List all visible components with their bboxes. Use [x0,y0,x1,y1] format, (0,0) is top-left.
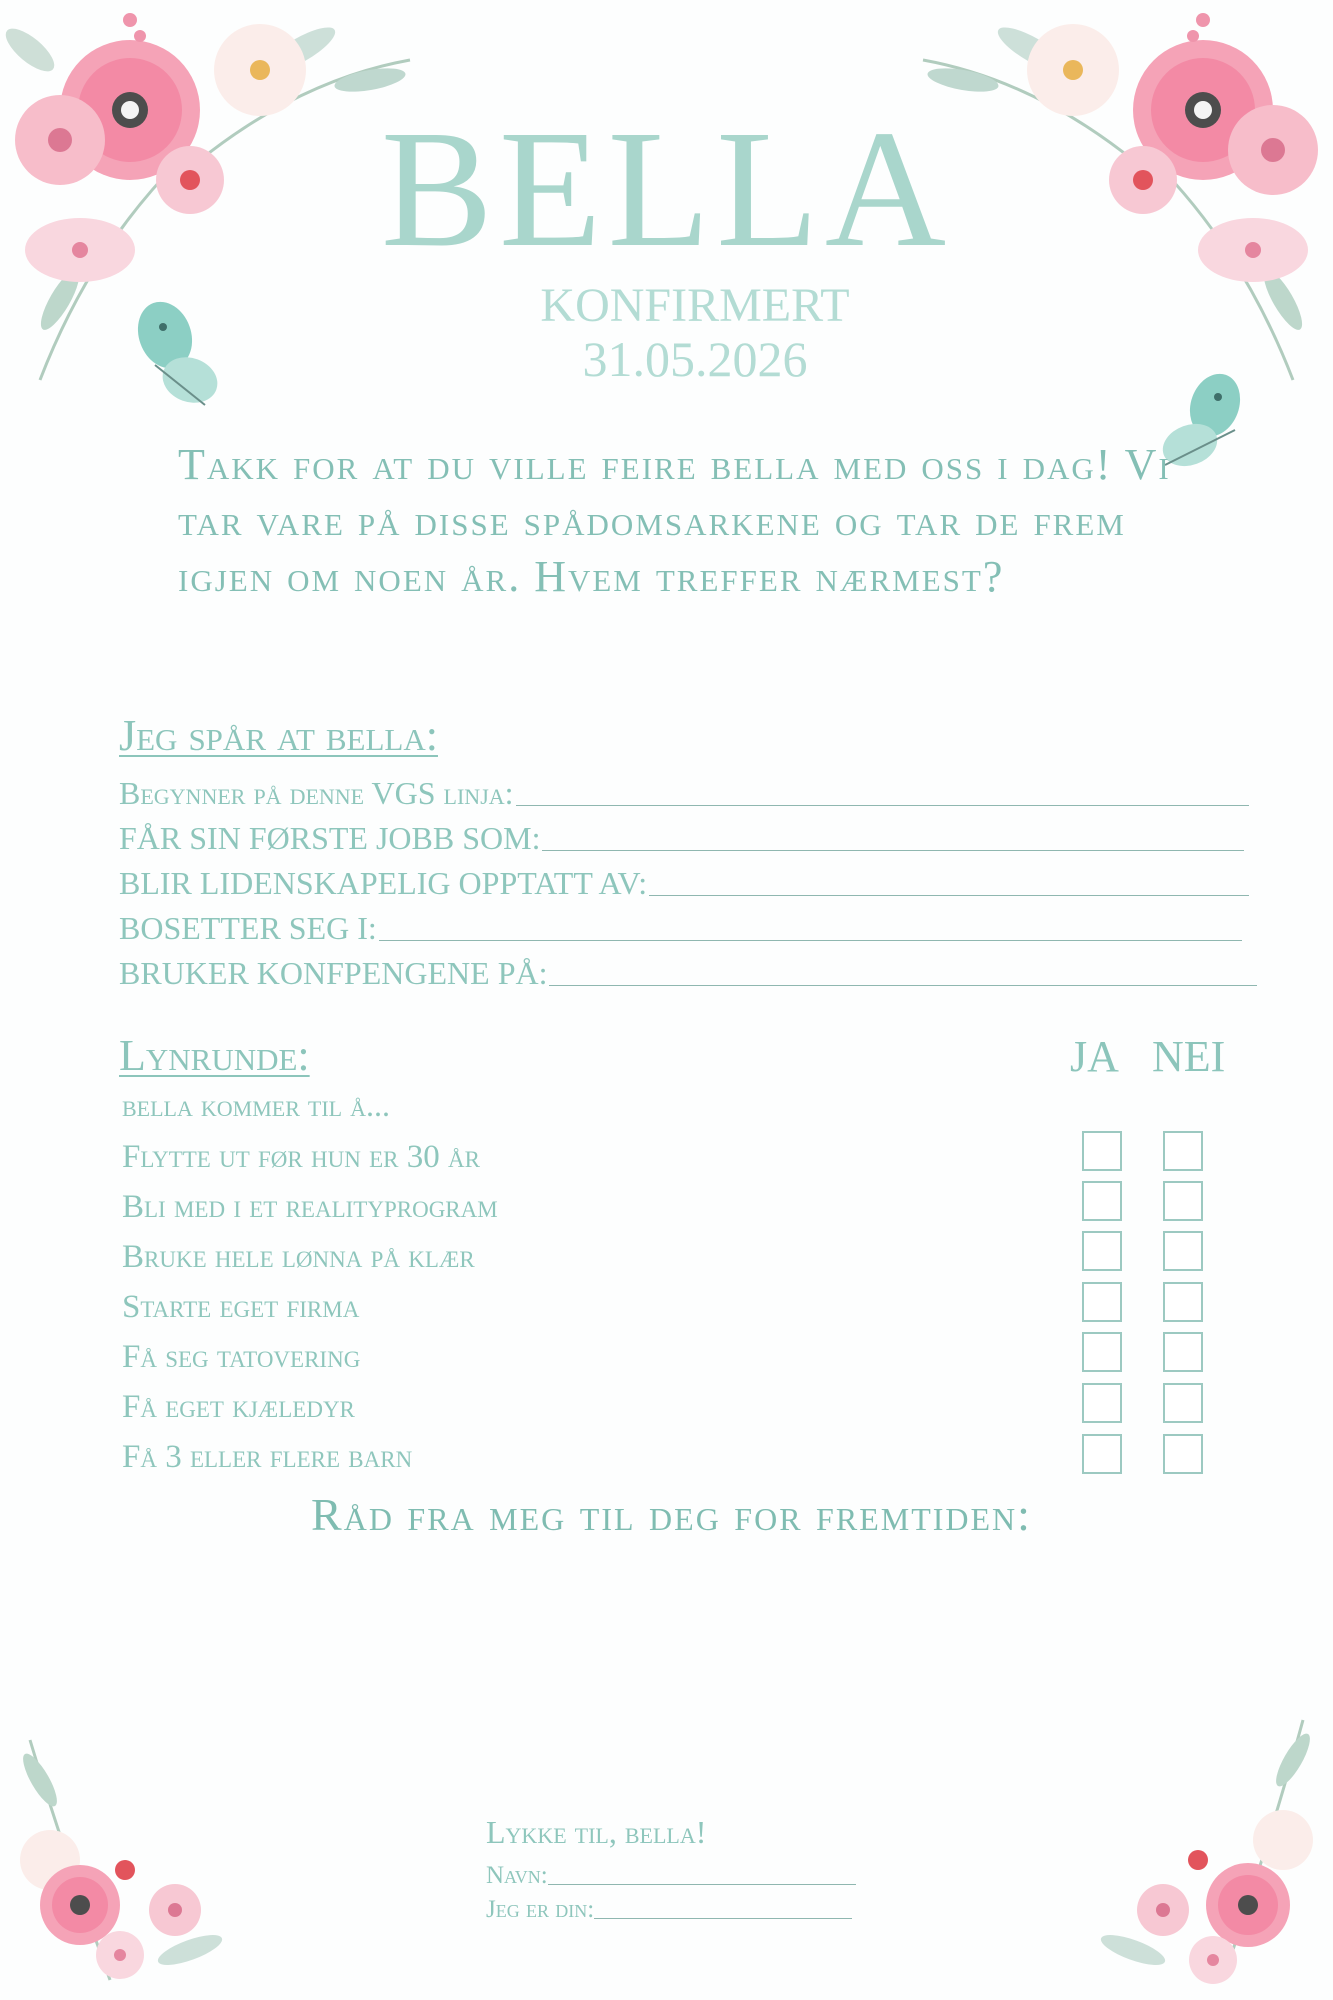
relation-label: Jeg er din: [486,1896,595,1923]
quick-question: Få eget kjæledyr [122,1389,355,1425]
prediction-row [119,817,1244,857]
no-column-header: NEI [1152,1032,1226,1081]
relation-field [486,1894,852,1924]
yes-checkbox[interactable] [1082,1282,1122,1322]
quick-question: Bruke hele lønna på klær [122,1239,475,1275]
relation-answer-line[interactable] [594,1918,852,1919]
predictions-heading: Jeg spår at bella: [119,711,438,760]
yes-checkbox[interactable] [1082,1131,1122,1171]
prediction-answer-line[interactable] [516,804,1249,806]
yes-checkbox[interactable] [1082,1383,1122,1423]
prediction-label: BLIR LIDENSKAPELIG OPPTATT AV: [119,865,648,901]
quick-question: Få seg tatovering [122,1339,361,1375]
quick-question: Få 3 eller flere barn [122,1439,413,1475]
prediction-row [119,907,1242,947]
no-checkbox[interactable] [1163,1231,1203,1271]
quick-round-intro: bella kommer til å... [122,1087,390,1123]
prediction-label: BRUKER KONFPENGENE PÅ: [119,955,548,991]
prediction-row [119,952,1257,992]
quick-round-heading: Lynrunde: [119,1031,310,1080]
good-luck-text: Lykke til, bella! [486,1814,707,1850]
prediction-answer-line[interactable] [549,984,1257,986]
advice-heading: Råd fra meg til deg for fremtiden: [311,1489,1032,1540]
page-subtitle: KONFIRMERT [540,279,850,332]
prediction-label: Begynner på denne VGS linja: [119,775,514,811]
no-checkbox[interactable] [1163,1332,1203,1372]
yes-checkbox[interactable] [1082,1332,1122,1372]
prediction-answer-line[interactable] [379,939,1242,941]
quick-question: Bli med i et realityprogram [122,1189,498,1225]
prediction-row [119,772,1249,812]
quick-question: Starte eget firma [122,1289,360,1325]
advice-writing-area[interactable] [150,1560,1180,1790]
prediction-answer-line[interactable] [649,894,1249,896]
intro-text: Takk for at du ville feire bella med oss i dag! Vi tar vare på disse spådomsarkene og tar de frem igjen om noen år. Hvem treffer nærmest? [178,440,1171,601]
no-checkbox[interactable] [1163,1131,1203,1171]
no-checkbox[interactable] [1163,1282,1203,1322]
page-title: BELLA [380,96,953,282]
prediction-label: BOSETTER SEG I: [119,910,377,946]
no-checkbox[interactable] [1163,1434,1203,1474]
no-checkbox[interactable] [1163,1181,1203,1221]
prediction-row [119,862,1249,902]
name-field [486,1860,856,1890]
event-date: 31.05.2026 [582,331,808,387]
yes-checkbox[interactable] [1082,1231,1122,1271]
quick-question: Flytte ut før hun er 30 år [122,1139,480,1175]
yes-checkbox[interactable] [1082,1434,1122,1474]
no-checkbox[interactable] [1163,1383,1203,1423]
name-label: Navn: [486,1862,548,1889]
prediction-label: FÅR SIN FØRSTE JOBB SOM: [119,820,541,856]
prediction-answer-line[interactable] [542,849,1244,851]
name-answer-line[interactable] [548,1884,856,1885]
yes-column-header: JA [1070,1032,1119,1081]
yes-checkbox[interactable] [1082,1181,1122,1221]
